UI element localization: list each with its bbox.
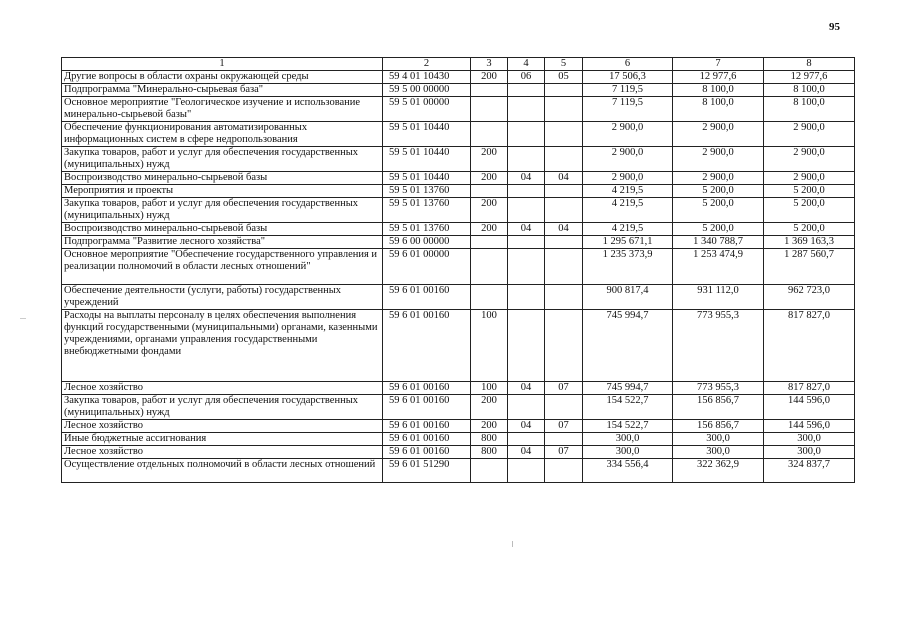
amount-year-2: 931 112,0 [673, 285, 764, 310]
row-name: Подпрограмма "Развитие лесного хозяйства" [62, 236, 383, 249]
subsection [545, 236, 583, 249]
budget-code: 59 6 01 00160 [383, 420, 471, 433]
section [508, 249, 545, 285]
expense-type [471, 84, 508, 97]
section [508, 433, 545, 446]
amount-year-2: 156 856,7 [673, 420, 764, 433]
amount-year-2: 773 955,3 [673, 310, 764, 382]
table-row [62, 395, 855, 420]
amount-year-2: 300,0 [673, 446, 764, 459]
row-name: Иные бюджетные ассигнования [62, 433, 383, 446]
column-header: 3 [471, 58, 508, 71]
amount-year-2: 2 900,0 [673, 122, 764, 147]
amount-year-2: 12 977,6 [673, 71, 764, 84]
budget-code: 59 6 01 00000 [383, 249, 471, 285]
table-row [62, 285, 855, 310]
row-name: Воспроизводство минерально-сырьевой базы [62, 223, 383, 236]
row-name: Закупка товаров, работ и услуг для обеспечения государственных (муниципальных) нужд [62, 198, 383, 223]
section [508, 97, 545, 122]
row-name: Подпрограмма "Минерально-сырьевая база" [62, 84, 383, 97]
subsection: 07 [545, 382, 583, 395]
amount-year-2: 5 200,0 [673, 223, 764, 236]
table-row [62, 71, 855, 84]
amount-year-1: 4 219,5 [583, 198, 673, 223]
table-row [62, 223, 855, 236]
expense-type: 200 [471, 420, 508, 433]
amount-year-2: 2 900,0 [673, 147, 764, 172]
section: 06 [508, 71, 545, 84]
amount-year-1: 154 522,7 [583, 420, 673, 433]
expense-type [471, 122, 508, 147]
expense-type [471, 236, 508, 249]
subsection [545, 285, 583, 310]
subsection [545, 198, 583, 223]
row-name: Воспроизводство минерально-сырьевой базы [62, 172, 383, 185]
amount-year-3: 1 287 560,7 [764, 249, 855, 285]
table-row [62, 382, 855, 395]
column-header: 8 [764, 58, 855, 71]
amount-year-2: 156 856,7 [673, 395, 764, 420]
table-row [62, 446, 855, 459]
section [508, 310, 545, 382]
subsection: 04 [545, 223, 583, 236]
amount-year-1: 2 900,0 [583, 122, 673, 147]
amount-year-1: 1 295 671,1 [583, 236, 673, 249]
expense-type: 200 [471, 147, 508, 172]
budget-code: 59 5 00 00000 [383, 84, 471, 97]
row-name: Осуществление отдельных полномочий в области лесных отношений [62, 459, 383, 483]
amount-year-3: 1 369 163,3 [764, 236, 855, 249]
column-header: 4 [508, 58, 545, 71]
amount-year-3: 8 100,0 [764, 84, 855, 97]
section [508, 84, 545, 97]
table-row [62, 236, 855, 249]
amount-year-3: 962 723,0 [764, 285, 855, 310]
budget-code: 59 6 01 00160 [383, 395, 471, 420]
budget-table [61, 57, 855, 483]
budget-code: 59 6 01 51290 [383, 459, 471, 483]
expense-type [471, 185, 508, 198]
amount-year-2: 322 362,9 [673, 459, 764, 483]
amount-year-2: 1 340 788,7 [673, 236, 764, 249]
row-name: Лесное хозяйство [62, 420, 383, 433]
row-name: Обеспечение функционирования автоматизированных информационных систем в сфере недропользования [62, 122, 383, 147]
amount-year-3: 5 200,0 [764, 185, 855, 198]
expense-type: 200 [471, 198, 508, 223]
amount-year-3: 144 596,0 [764, 420, 855, 433]
expense-type [471, 285, 508, 310]
subsection: 07 [545, 420, 583, 433]
section [508, 185, 545, 198]
section: 04 [508, 382, 545, 395]
subsection [545, 459, 583, 483]
table-row [62, 97, 855, 122]
amount-year-2: 2 900,0 [673, 172, 764, 185]
amount-year-2: 5 200,0 [673, 185, 764, 198]
expense-type [471, 249, 508, 285]
budget-code: 59 6 01 00160 [383, 310, 471, 382]
amount-year-2: 300,0 [673, 433, 764, 446]
subsection: 04 [545, 172, 583, 185]
expense-type: 200 [471, 172, 508, 185]
scan-artifact [512, 541, 513, 547]
budget-code: 59 5 01 13760 [383, 198, 471, 223]
row-name: Основное мероприятие "Геологическое изучение и использование минерально-сырьевой базы" [62, 97, 383, 122]
table-row [62, 420, 855, 433]
table-row [62, 84, 855, 97]
section: 04 [508, 420, 545, 433]
subsection [545, 395, 583, 420]
amount-year-1: 7 119,5 [583, 84, 673, 97]
row-name: Другие вопросы в области охраны окружающей среды [62, 71, 383, 84]
amount-year-3: 300,0 [764, 433, 855, 446]
amount-year-3: 12 977,6 [764, 71, 855, 84]
section [508, 147, 545, 172]
subsection [545, 310, 583, 382]
amount-year-1: 300,0 [583, 433, 673, 446]
section [508, 122, 545, 147]
amount-year-2: 5 200,0 [673, 198, 764, 223]
amount-year-1: 334 556,4 [583, 459, 673, 483]
amount-year-3: 5 200,0 [764, 223, 855, 236]
row-name: Лесное хозяйство [62, 382, 383, 395]
subsection: 07 [545, 446, 583, 459]
amount-year-2: 8 100,0 [673, 84, 764, 97]
amount-year-1: 745 994,7 [583, 310, 673, 382]
amount-year-1: 1 235 373,9 [583, 249, 673, 285]
amount-year-3: 144 596,0 [764, 395, 855, 420]
column-header: 5 [545, 58, 583, 71]
amount-year-1: 2 900,0 [583, 147, 673, 172]
budget-code: 59 5 01 13760 [383, 223, 471, 236]
subsection [545, 122, 583, 147]
table-row [62, 172, 855, 185]
amount-year-1: 17 506,3 [583, 71, 673, 84]
amount-year-3: 2 900,0 [764, 172, 855, 185]
column-header: 6 [583, 58, 673, 71]
subsection [545, 147, 583, 172]
expense-type: 200 [471, 71, 508, 84]
section [508, 236, 545, 249]
amount-year-1: 300,0 [583, 446, 673, 459]
expense-type: 200 [471, 223, 508, 236]
row-name: Мероприятия и проекты [62, 185, 383, 198]
row-name: Основное мероприятие "Обеспечение государственного управления и реализации полномочий в области лесных отношений" [62, 249, 383, 285]
subsection: 05 [545, 71, 583, 84]
section: 04 [508, 446, 545, 459]
expense-type: 200 [471, 395, 508, 420]
scan-artifact [20, 318, 26, 319]
amount-year-2: 773 955,3 [673, 382, 764, 395]
amount-year-1: 745 994,7 [583, 382, 673, 395]
row-name: Расходы на выплаты персоналу в целях обеспечения выполнения функций государственными (муниципальными) органами, казенными учреждениями, органами управления государственными внебюджетными фондами [62, 310, 383, 382]
budget-code: 59 6 01 00160 [383, 446, 471, 459]
expense-type: 100 [471, 382, 508, 395]
budget-code: 59 6 00 00000 [383, 236, 471, 249]
budget-code: 59 6 01 00160 [383, 433, 471, 446]
amount-year-3: 817 827,0 [764, 382, 855, 395]
budget-code: 59 6 01 00160 [383, 285, 471, 310]
amount-year-3: 5 200,0 [764, 198, 855, 223]
subsection [545, 249, 583, 285]
table-header-row [62, 58, 855, 71]
row-name: Закупка товаров, работ и услуг для обеспечения государственных (муниципальных) нужд [62, 395, 383, 420]
table-row [62, 122, 855, 147]
budget-code: 59 5 01 10440 [383, 122, 471, 147]
row-name: Закупка товаров, работ и услуг для обеспечения государственных (муниципальных) нужд [62, 147, 383, 172]
page-number: 95 [829, 21, 840, 33]
table-row [62, 310, 855, 382]
table-row [62, 185, 855, 198]
subsection [545, 185, 583, 198]
subsection [545, 84, 583, 97]
amount-year-3: 2 900,0 [764, 147, 855, 172]
budget-code: 59 5 01 13760 [383, 185, 471, 198]
amount-year-2: 1 253 474,9 [673, 249, 764, 285]
table-row [62, 147, 855, 172]
amount-year-3: 8 100,0 [764, 97, 855, 122]
amount-year-2: 8 100,0 [673, 97, 764, 122]
budget-code: 59 5 01 00000 [383, 97, 471, 122]
expense-type: 800 [471, 433, 508, 446]
budget-code: 59 4 01 10430 [383, 71, 471, 84]
section: 04 [508, 172, 545, 185]
budget-code: 59 6 01 00160 [383, 382, 471, 395]
amount-year-3: 817 827,0 [764, 310, 855, 382]
section [508, 285, 545, 310]
amount-year-3: 300,0 [764, 446, 855, 459]
table-row [62, 459, 855, 483]
column-header: 7 [673, 58, 764, 71]
budget-code: 59 5 01 10440 [383, 147, 471, 172]
amount-year-1: 2 900,0 [583, 172, 673, 185]
amount-year-1: 154 522,7 [583, 395, 673, 420]
table-row [62, 249, 855, 285]
row-name: Лесное хозяйство [62, 446, 383, 459]
column-header: 1 [62, 58, 383, 71]
amount-year-3: 324 837,7 [764, 459, 855, 483]
subsection [545, 433, 583, 446]
amount-year-1: 4 219,5 [583, 223, 673, 236]
table-row [62, 198, 855, 223]
amount-year-1: 4 219,5 [583, 185, 673, 198]
subsection [545, 97, 583, 122]
expense-type [471, 97, 508, 122]
section [508, 459, 545, 483]
budget-code: 59 5 01 10440 [383, 172, 471, 185]
amount-year-1: 900 817,4 [583, 285, 673, 310]
section: 04 [508, 223, 545, 236]
table-row [62, 433, 855, 446]
expense-type: 800 [471, 446, 508, 459]
expense-type: 100 [471, 310, 508, 382]
section [508, 395, 545, 420]
column-header: 2 [383, 58, 471, 71]
amount-year-3: 2 900,0 [764, 122, 855, 147]
section [508, 198, 545, 223]
row-name: Обеспечение деятельности (услуги, работы) государственных учреждений [62, 285, 383, 310]
amount-year-1: 7 119,5 [583, 97, 673, 122]
expense-type [471, 459, 508, 483]
